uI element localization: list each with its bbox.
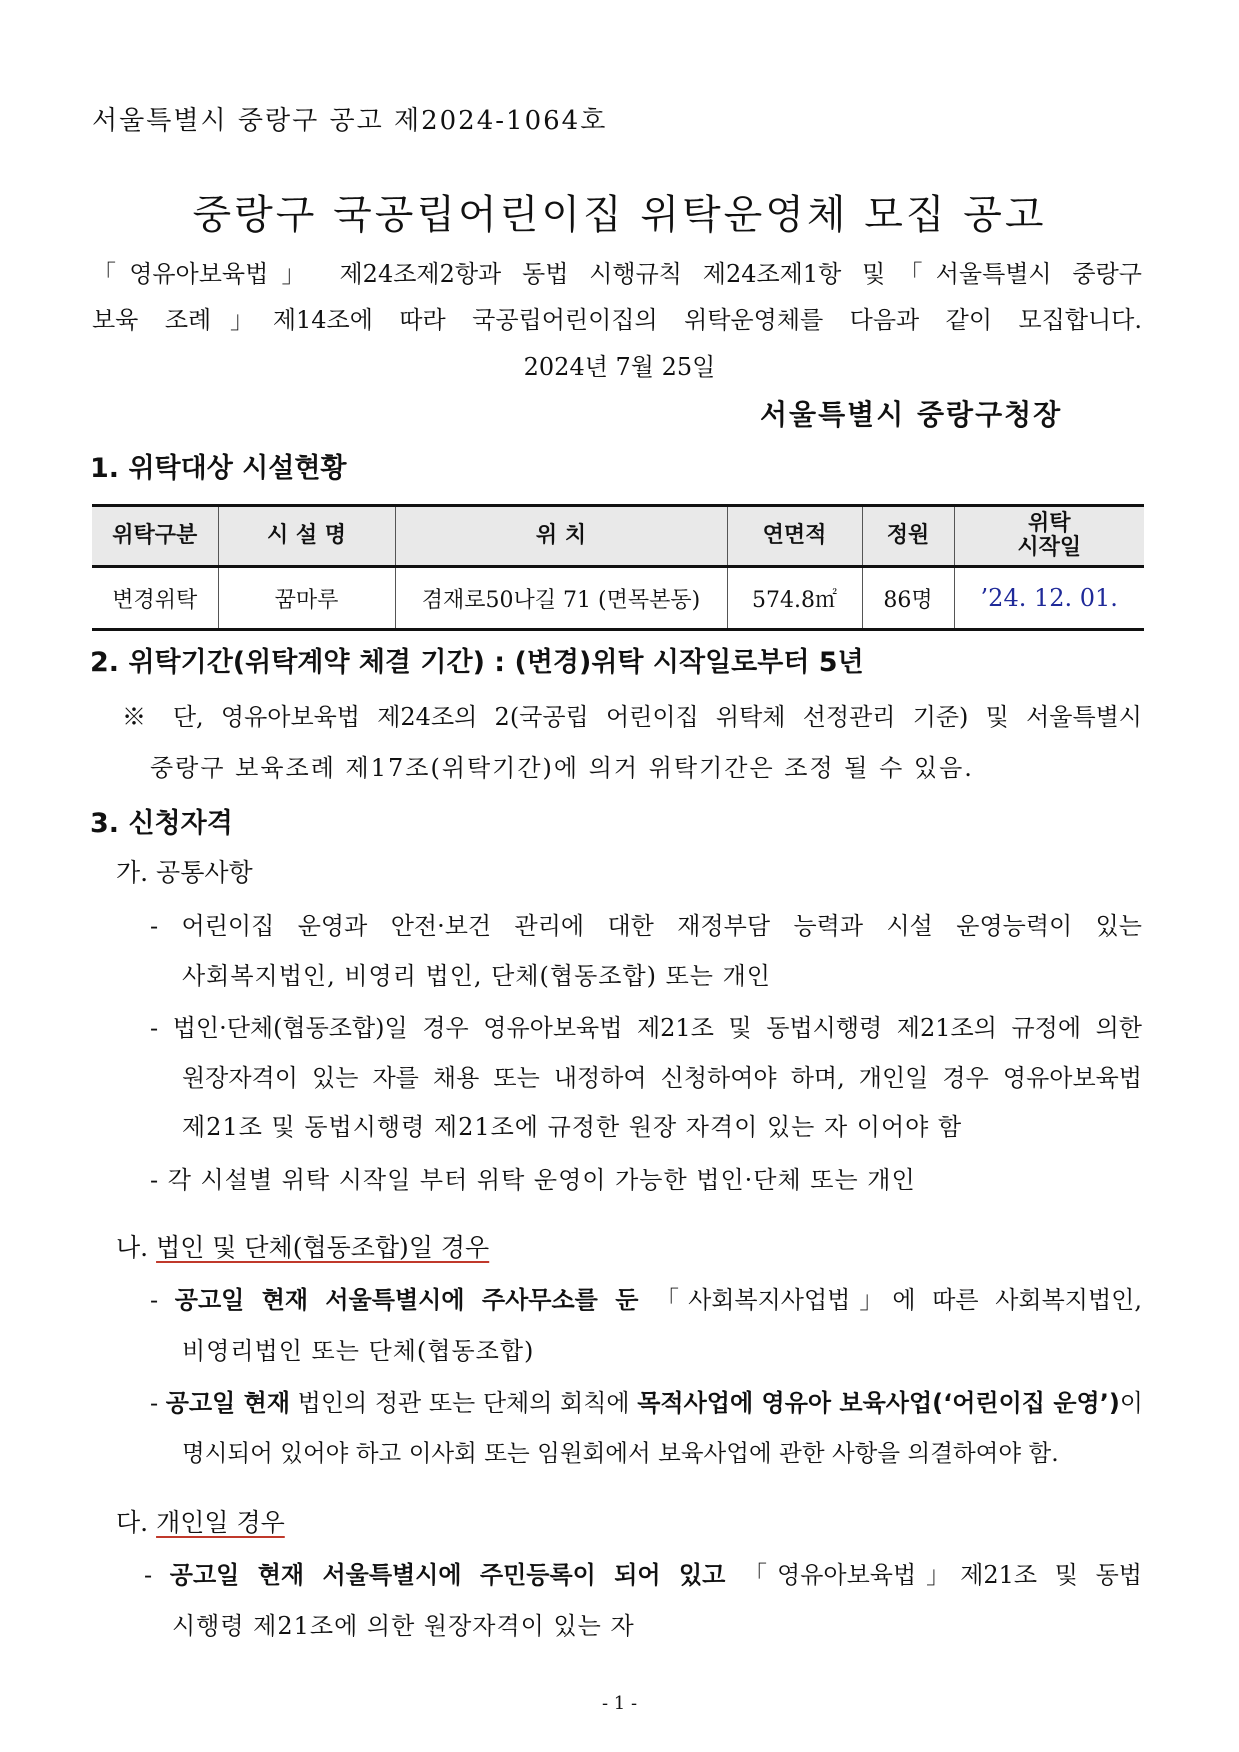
section-2-note-line-1: ※ 단, 영유아보육법 제24조의 2(국공립 어린이집 위탁체 선정관리 기준) 및 서울특별시 [122, 703, 1142, 731]
ga-item-2-line-1: - 법인·단체(협동조합)일 경우 영유아보육법 제21조 및 동법시행령 제21조의 규정에 의한 [150, 1014, 1142, 1042]
col-header-location: 위 치 [395, 506, 727, 567]
ga-item-3-line-1: - 각 시설별 위탁 시작일 부터 위탁 운영이 가능한 법인·단체 또는 개인 [150, 1166, 916, 1194]
subsection-ga-title: 가. 공통사항 [116, 858, 253, 887]
da-item-1-bold: 공고일 현재 서울특별시에 주민등록이 되어 있고 [169, 1561, 726, 1589]
notice-date: 2024년 7월 25일 [523, 353, 716, 381]
na-item-1-line-2: 비영리법인 또는 단체(협동조합) [182, 1337, 535, 1365]
subsection-da-title [116, 1503, 285, 1539]
cell-type: 변경위탁 [92, 567, 218, 630]
col-header-capacity: 정원 [862, 506, 954, 567]
section-1-heading: 1. 위탁대상 시설현황 [90, 453, 347, 484]
table-row [92, 567, 1144, 630]
cell-area: 574.8㎡ [727, 567, 862, 630]
cell-start-date: ’24. 12. 01. [954, 567, 1144, 630]
na-item-1-bold: 공고일 현재 서울특별시에 주사무소를 둔 [174, 1286, 639, 1314]
na-title: 법인 및 단체(협동조합)일 경우 [156, 1233, 490, 1262]
da-title: 개인일 경우 [156, 1508, 285, 1537]
col-header-type: 위탁구분 [92, 506, 218, 567]
da-prefix: 다. [116, 1508, 149, 1537]
issuer: 서울특별시 중랑구청장 [760, 398, 1063, 431]
cell-name: 꿈마루 [218, 567, 395, 630]
section-2-heading: 2. 위탁기간(위탁계약 체결 기간) : (변경)위탁 시작일로부터 5년 [90, 647, 864, 678]
na-item-2-bold-2: 목적사업에 영유아 보육사업(‘어린이집 운영’) [637, 1389, 1120, 1417]
ga-item-2-line-3: 제21조 및 동법시행령 제21조에 규정한 원장 자격이 있는 자 이어야 함 [182, 1113, 963, 1141]
cell-capacity: 86명 [862, 567, 954, 630]
col-header-name: 시 설 명 [218, 506, 395, 567]
document-title: 중랑구 국공립어린이집 위탁운영체 모집 공고 [192, 192, 1047, 238]
na-item-2-bold-1: 공고일 현재 [165, 1389, 291, 1417]
section-3-heading: 3. 신청자격 [90, 808, 233, 839]
ga-item-1-line-2: 사회복지법인, 비영리 법인, 단체(협동조합) 또는 개인 [182, 962, 771, 990]
da-item-1-line-1: - 공고일 현재 서울특별시에 주민등록이 되어 있고 「영유아보육법」제21조 및 동법 [144, 1561, 1142, 1589]
col-header-area: 연면적 [727, 506, 862, 567]
notice-number: 서울특별시 중랑구 공고 제2024-1064호 [92, 106, 608, 136]
cell-location: 겸재로50나길 71 (면목본동) [395, 567, 727, 630]
table-header-row [92, 506, 1144, 567]
section-2-note-line-2: 중랑구 보육조례 제17조(위탁기간)에 의거 위탁기간은 조정 될 수 있음. [150, 754, 974, 782]
ga-item-2-line-2: 원장자격이 있는 자를 채용 또는 내정하여 신청하여야 하며, 개인일 경우 영유아보육법 [182, 1064, 1142, 1092]
intro-line-1: 「영유아보육법」 제24조제2항과 동법 시행규칙 제24조제1항 및「서울특별시 중랑구 [92, 260, 1142, 288]
intro-line-2: 보육 조례」제14조에 따라 국공립어린이집의 위탁운영체를 다음과 같이 모집합니다. [92, 306, 1142, 334]
na-prefix: 나. [116, 1233, 149, 1262]
page-number: - 1 - [601, 1693, 638, 1714]
na-item-2-line-1: - 공고일 현재 법인의 정관 또는 단체의 회칙에 목적사업에 영유아 보육사업(‘어린이집 운영’)이 [150, 1389, 1143, 1417]
facility-table [92, 504, 1144, 631]
na-item-2-line-2: 명시되어 있어야 하고 이사회 또는 임원회에서 보육사업에 관한 사항을 의결하여야 함. [182, 1439, 1059, 1467]
subsection-na-title [116, 1228, 489, 1264]
ga-item-1-line-1: - 어린이집 운영과 안전·보건 관리에 대한 재정부담 능력과 시설 운영능력이 있는 [150, 912, 1142, 940]
col-header-start-date: 위탁 시작일 [954, 506, 1144, 567]
na-item-1-line-1: - 공고일 현재 서울특별시에 주사무소를 둔 「사회복지사업법」에 따른 사회복지법인, [150, 1286, 1142, 1314]
da-item-1-line-2: 시행령 제21조에 의한 원장자격이 있는 자 [172, 1612, 635, 1640]
